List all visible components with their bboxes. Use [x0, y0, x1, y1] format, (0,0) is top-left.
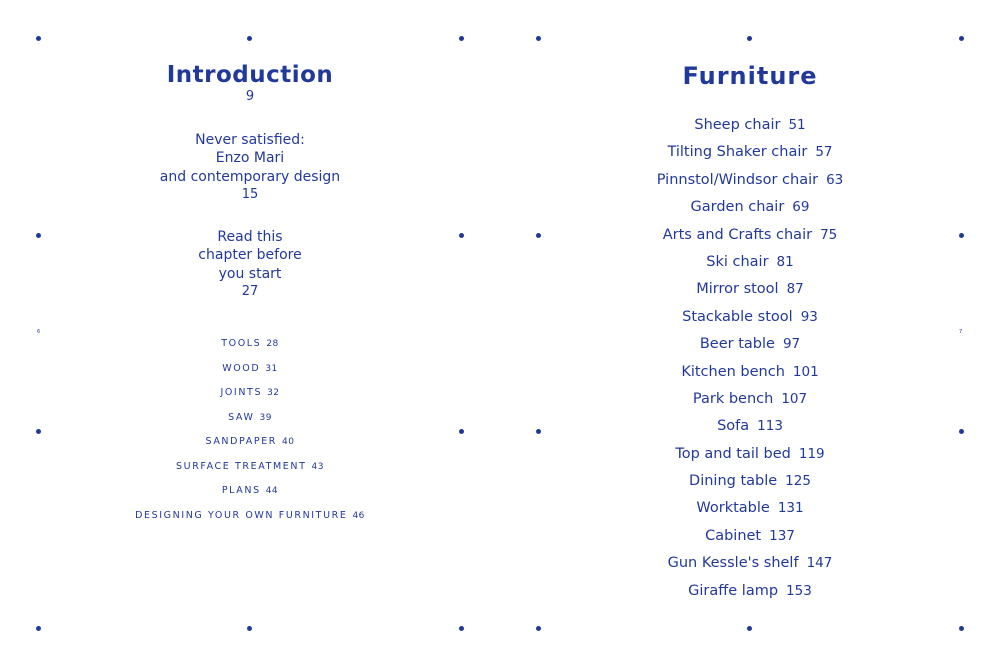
toc-entry[interactable]: [500, 251, 1000, 278]
grid-dot: [459, 626, 464, 631]
toc-entry[interactable]: [500, 470, 1000, 497]
toc-label: Arts and Crafts chair: [662, 226, 813, 243]
subsection-item[interactable]: [0, 410, 500, 435]
page-ref: 31: [265, 363, 278, 374]
toc-entry[interactable]: [500, 415, 1000, 442]
page-ref: 101: [792, 363, 819, 380]
toc-label: Gun Kessle's shelf: [667, 555, 799, 572]
subsection-item[interactable]: [0, 361, 500, 386]
toc-label: Park bench: [692, 390, 774, 407]
page-ref: 57: [815, 144, 833, 161]
page-number: 7: [959, 329, 963, 335]
essay-line: and contemporary design: [159, 168, 341, 185]
toc-label: Sheep chair: [694, 117, 781, 133]
page-ref: 97: [782, 336, 801, 353]
toc-entry[interactable]: [500, 333, 1000, 360]
page-ref: 131: [777, 500, 804, 517]
right-page: [500, 0, 1000, 667]
page-ref: 27: [241, 283, 259, 299]
grid-dot: [536, 626, 541, 631]
toc-label: Pinnstol/Windsor chair: [656, 171, 819, 188]
grid-dot: [247, 626, 252, 631]
section-title-introduction: Introduction: [166, 62, 334, 88]
subsection-item[interactable]: [0, 483, 500, 508]
toc-entry[interactable]: [500, 497, 1000, 524]
page-ref: 51: [788, 117, 806, 133]
chapter-entry: [0, 228, 500, 301]
page-ref: 44: [265, 486, 279, 496]
page-ref: 87: [786, 281, 804, 298]
subsection-label: SAW: [228, 411, 255, 423]
toc-label: Sofa: [717, 418, 750, 435]
section-title-furniture: Furniture: [682, 62, 818, 90]
page-ref: 93: [800, 308, 818, 325]
page-ref: 15: [241, 186, 259, 202]
page-ref: 113: [757, 418, 783, 435]
page-ref: 39: [259, 412, 272, 423]
subsection-item[interactable]: [0, 385, 500, 410]
toc-entry[interactable]: [500, 114, 1000, 141]
toc-label: Tilting Shaker chair: [667, 144, 808, 161]
page-ref: 81: [776, 253, 794, 270]
subsection-item[interactable]: [0, 336, 500, 361]
grid-dot: [36, 626, 41, 631]
subsection-label: PLANS: [221, 485, 261, 496]
toc-entry[interactable]: [500, 361, 1000, 388]
chapter-line: you start: [218, 265, 282, 282]
toc-entry[interactable]: [500, 196, 1000, 223]
page-ref: 32: [267, 388, 280, 398]
toc-entry[interactable]: [500, 306, 1000, 333]
page-ref: 125: [785, 473, 811, 490]
toc-entry[interactable]: [500, 525, 1000, 552]
grid-dot: [959, 36, 964, 41]
toc-label: Ski chair: [706, 253, 769, 270]
subsection-label: SANDPAPER: [205, 436, 278, 447]
page-ref: 137: [769, 527, 795, 544]
page-ref: 107: [781, 390, 808, 407]
page-ref: 153: [786, 582, 812, 599]
grid-dot: [247, 36, 252, 41]
toc-entry[interactable]: [500, 278, 1000, 305]
grid-dot: [36, 36, 41, 41]
page-ref: 147: [806, 555, 833, 572]
subsection-label: JOINTS: [220, 387, 263, 398]
toc-label: Beer table: [699, 336, 775, 353]
grid-dot: [459, 36, 464, 41]
essay-line: Never satisfied:: [195, 132, 305, 148]
page-ref: 119: [798, 445, 825, 462]
subsection-label: DESIGNING YOUR OWN FURNITURE: [135, 509, 348, 521]
toc-label: Mirror stool: [696, 281, 779, 298]
grid-dot: [536, 36, 541, 41]
toc-entry[interactable]: [500, 224, 1000, 251]
toc-label: Dining table: [689, 473, 778, 490]
toc-entry[interactable]: [500, 580, 1000, 607]
subsection-list: [0, 336, 500, 532]
toc-entry[interactable]: [500, 552, 1000, 579]
essay-line: Enzo Mari: [215, 150, 285, 167]
subsection-item[interactable]: [0, 459, 500, 484]
subsection-item[interactable]: [0, 508, 500, 533]
chapter-line: Read this: [217, 229, 283, 245]
toc-label: Cabinet: [705, 527, 762, 544]
page-ref: 46: [352, 510, 365, 521]
toc-label: Stackable stool: [682, 308, 793, 325]
page-number: 6: [37, 329, 41, 335]
page-ref: 28: [266, 339, 279, 349]
page-ref: 9: [245, 89, 255, 104]
furniture-toc-list: [500, 114, 1000, 607]
toc-entry[interactable]: [500, 169, 1000, 196]
toc-label: Worktable: [696, 500, 770, 517]
grid-dot: [747, 626, 752, 631]
toc-label: Top and tail bed: [675, 445, 791, 462]
chapter-line: chapter before: [198, 247, 302, 264]
toc-entry[interactable]: [500, 141, 1000, 168]
subsection-label: TOOLS: [221, 338, 262, 349]
introduction-page-ref: [0, 88, 500, 106]
page-ref: 63: [826, 171, 844, 188]
toc-label: Garden chair: [690, 199, 785, 216]
subsection-label: WOOD: [222, 362, 261, 374]
subsection-item[interactable]: [0, 434, 500, 459]
toc-entry[interactable]: [500, 388, 1000, 415]
grid-dot: [959, 626, 964, 631]
toc-label: Kitchen bench: [681, 363, 785, 380]
essay-entry: [0, 131, 500, 204]
grid-dot: [747, 36, 752, 41]
page-ref: 43: [311, 461, 324, 472]
toc-label: Giraffe lamp: [688, 582, 779, 599]
page-ref: 40: [282, 437, 295, 447]
toc-entry[interactable]: [500, 443, 1000, 470]
page-ref: 69: [792, 199, 810, 216]
page-ref: 75: [820, 226, 838, 243]
subsection-label: SURFACE TREATMENT: [176, 460, 307, 472]
